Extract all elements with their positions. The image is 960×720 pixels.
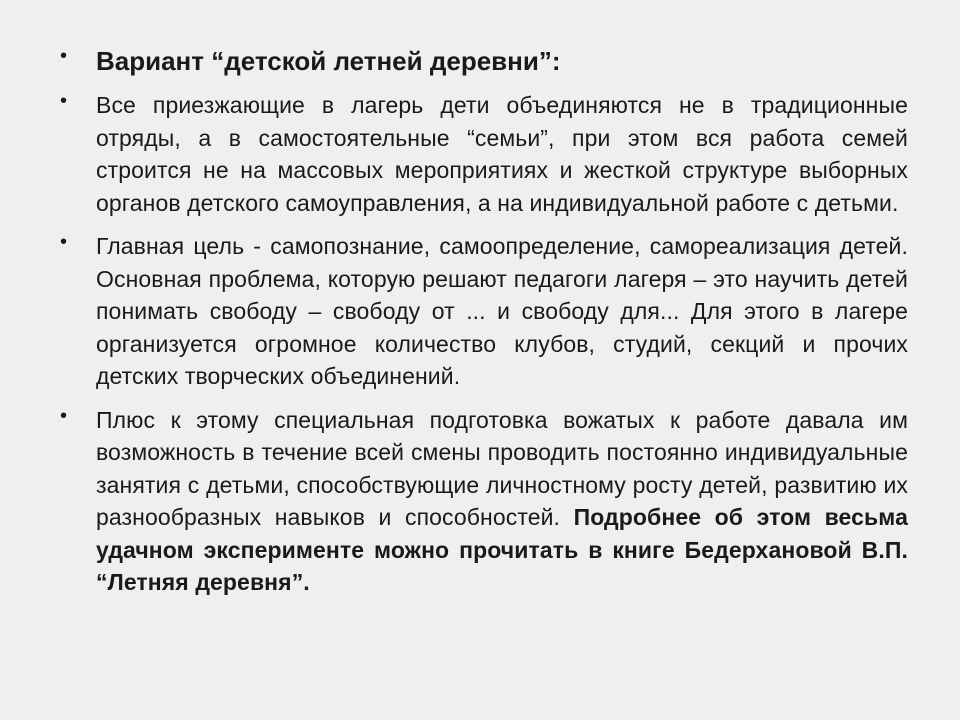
bullet-icon: • [60,231,68,253]
list-item [60,404,908,599]
paragraph-counselor-training [96,404,908,599]
bullet-icon: • [60,404,68,427]
bullet-icon: • [60,45,68,67]
bullet-list [60,44,908,610]
paragraph-bold-reference: Подробнее об этом весьма удачном эксперименте можно прочитать в книге Бедерхановой В.П. “Летняя деревня”. [96,504,908,595]
paragraph-text: Плюс к этому специальная подготовка вожатых к работе давала им возможность в течение всей смены проводить постоянно индивидуальные занятия с детьми, способствующие личностному росту детей, развитию их разнообразных навыков и способностей. [96,406,908,530]
bullet-icon: • [60,90,68,112]
paragraph-families: Все приезжающие в лагерь дети объединяются не в традиционные отряды, а в самостоятельные “семьи”, при этом вся работа семей строится не на массовых мероприятиях и жесткой структуре выборных органов детского самоуправления, а на индивидуальной работе с детьми. [96,92,908,216]
slide-heading: Вариант “детской летней деревни”: [96,46,561,76]
list-item-heading [60,44,908,78]
list-item [60,89,908,219]
list-item [60,230,908,393]
paragraph-main-goal: Главная цель - самопознание, самоопределение, самореализация детей. Основная проблема, которую решают педагоги лагеря – это научить детей понимать свободу – свободу от ... и свободу для... Для этого в лагере организуется огромное количество клубов, студий, секций и прочих детских творческих объединений. [96,233,908,389]
